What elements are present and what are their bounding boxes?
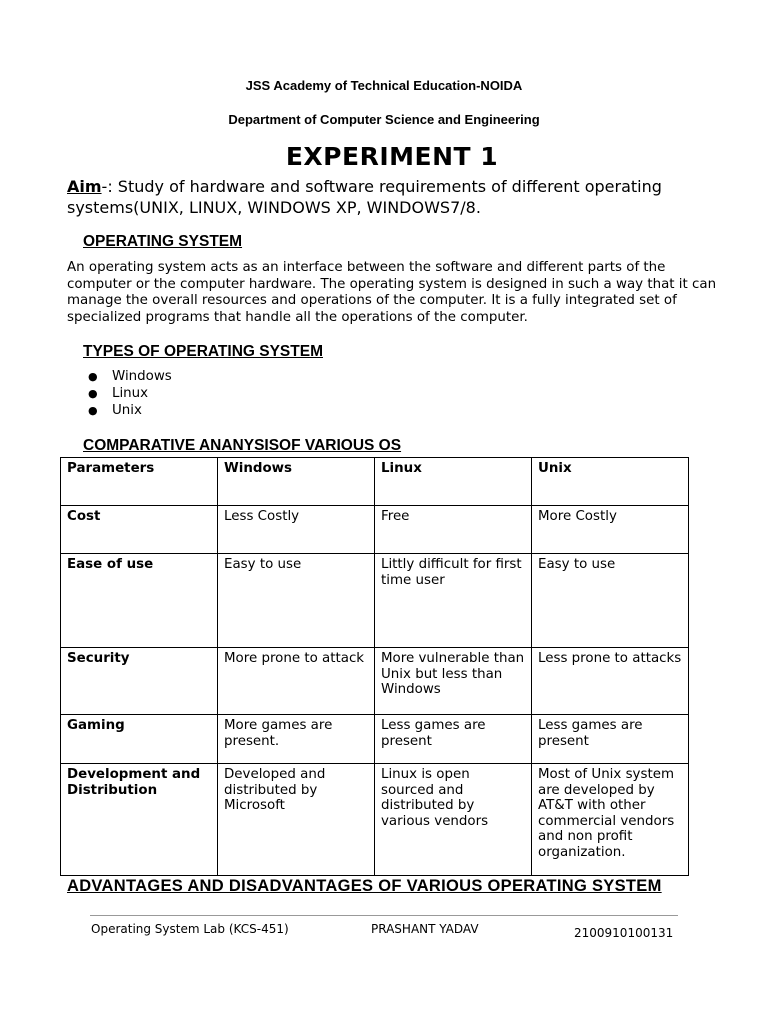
aim-label: Aim [67,177,102,196]
parameter-cell: Ease of use [61,554,218,648]
heading-operating-system: OPERATING SYSTEM [83,233,243,250]
linux-cell: More vulnerable than Unix but less than Windows [375,648,532,715]
bullet-icon: ● [88,404,98,417]
heading-comparative-analysis: COMPARATIVE ANANYSISOF VARIOUS OS [83,437,402,454]
department-name: Department of Computer Science and Engineering [228,112,540,127]
os-type-label: Linux [112,386,149,401]
unix-cell: Most of Unix system are developed by AT&T with other commercial vendors and non profit organization. [532,764,689,876]
windows-cell: Easy to use [218,554,375,648]
table-row [61,715,689,764]
bullet-icon: ● [88,387,98,400]
unix-cell: Less prone to attacks [532,648,689,715]
parameter-cell: Development and Distribution [61,764,218,876]
parameter-cell: Cost [61,506,218,554]
os-type-label: Windows [112,369,172,384]
table-header-row [61,458,689,506]
list-item [88,402,172,419]
aim-statement [67,176,707,218]
linux-cell: Free [375,506,532,554]
column-header: Unix [532,458,689,506]
column-header: Linux [375,458,532,506]
column-header: Parameters [61,458,218,506]
linux-cell: Less games are present [375,715,532,764]
bullet-icon: ● [88,370,98,383]
windows-cell: Less Costly [218,506,375,554]
heading-advantages-disadvantages: ADVANTAGES AND DISADVANTAGES OF VARIOUS OPERATING SYSTEM [67,877,662,895]
unix-cell: Easy to use [532,554,689,648]
os-type-label: Unix [112,403,142,418]
unix-cell: Less games are present [532,715,689,764]
table-row [61,506,689,554]
list-item [88,368,172,385]
table-row [61,764,689,876]
windows-cell: Developed and distributed by Microsoft [218,764,375,876]
comparison-table [60,457,689,876]
table-row [61,648,689,715]
table-row [61,554,689,648]
os-description: An operating system acts as an interface between the software and different parts of the computer or the computer hardware. The operating system is designed in such a way that it can manage the overall resources and operations of the computer. It is a fully integrated set of specialized programs that handle all the operations of the computer. [67,260,717,325]
os-types-list [88,368,172,419]
windows-cell: More prone to attack [218,648,375,715]
list-item [88,385,172,402]
footer-course: Operating System Lab (KCS-451) [91,922,289,936]
linux-cell: Linux is open sourced and distributed by various vendors [375,764,532,876]
parameter-cell: Gaming [61,715,218,764]
windows-cell: More games are present. [218,715,375,764]
heading-types-of-os: TYPES OF OPERATING SYSTEM [83,343,323,360]
footer-student-name: PRASHANT YADAV [371,922,479,936]
parameter-cell: Security [61,648,218,715]
aim-text: -: Study of hardware and software requirements of different operating systems(UNIX, LINUX, WINDOWS XP, WINDOWS7/8. [67,177,662,217]
footer-roll-number: 2100910100131 [574,926,674,940]
column-header: Windows [218,458,375,506]
unix-cell: More Costly [532,506,689,554]
linux-cell: Littly difficult for first time user [375,554,532,648]
institution-name: JSS Academy of Technical Education-NOIDA [245,78,523,93]
footer-divider [90,915,678,916]
experiment-title: EXPERIMENT 1 [285,142,499,171]
